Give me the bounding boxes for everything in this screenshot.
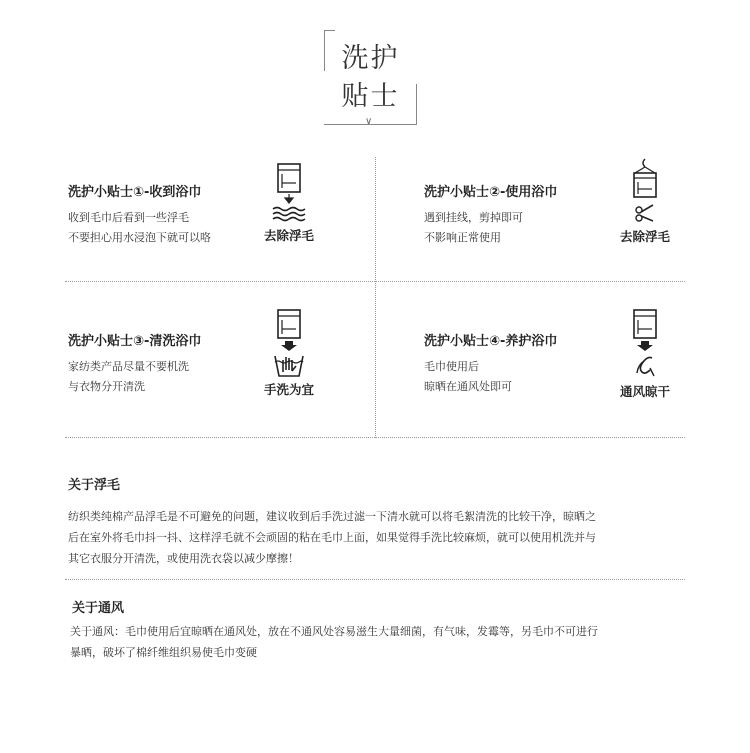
tip-card-3: [68, 330, 201, 397]
icon-label: 去除浮毛: [619, 229, 670, 244]
tip-icon-block-3: [254, 308, 324, 398]
tip-card-2: [424, 181, 557, 248]
icon-label: 通风晾干: [619, 384, 670, 399]
section-line: 关于通风：毛巾使用后宜晾晒在通风处，放在不通风处容易滋生大量细菌，有气味，发霉等，另毛巾不可进行: [70, 625, 598, 638]
grid-vertical-divider: [375, 157, 376, 438]
tip-line: 遇到挂线，剪掉即可: [424, 211, 523, 224]
grid-horizontal-divider: [65, 281, 685, 282]
tip-line: 不影响正常使用: [424, 231, 501, 244]
section-divider: [65, 579, 685, 580]
icon-label: 手洗为宜: [263, 382, 314, 397]
page-title: [324, 40, 417, 116]
tip-title: 洗护小贴士④-养护浴巾: [424, 334, 558, 349]
tip-line: 晾晒在通风处即可: [424, 380, 512, 393]
tip-icon-block-1: [254, 162, 324, 244]
tip-card-1: [68, 181, 211, 248]
towel-scissors-icon: [625, 157, 665, 225]
section-line: 后在室外将毛巾抖一抖、这样浮毛就不会顽固的粘在毛巾上面，如果觉得手洗比较麻烦，就可以使用机洗并与: [68, 531, 596, 544]
tip-line: 收到毛巾后看到一些浮毛: [68, 211, 189, 224]
chevron-down-icon: ∨: [365, 116, 373, 127]
section-floating-fibers: [68, 474, 688, 569]
title-line-1: 洗护: [341, 43, 400, 74]
tip-title: 洗护小贴士②-使用浴巾: [424, 185, 558, 200]
section-ventilation: [72, 597, 692, 663]
tip-card-4: [424, 330, 557, 397]
section-title: 关于通风: [72, 601, 125, 616]
tip-title: 洗护小贴士③-清洗浴巾: [68, 334, 202, 349]
tip-line: 毛巾使用后: [424, 360, 479, 373]
section-line: 纺织类纯棉产品浮毛是不可避免的问题，建议收到后手洗过滤一下清水就可以将毛絮清洗的比较干净，晾晒之: [68, 510, 596, 523]
tip-title: 洗护小贴士①-收到浴巾: [68, 185, 202, 200]
tip-line: 家纺类产品尽量不要机洗: [68, 360, 189, 373]
section-title: 关于浮毛: [68, 478, 121, 493]
section-body: [70, 621, 692, 663]
towel-water-icon: [269, 162, 309, 224]
grid-bottom-divider: [65, 437, 685, 438]
tip-line: 与衣物分开清洗: [68, 380, 145, 393]
title-line-2: 贴士: [341, 81, 400, 112]
tip-icon-block-4: [610, 308, 680, 400]
tip-line: 不要担心用水浸泡下就可以咯: [68, 231, 211, 244]
towel-dry-icon: [625, 308, 665, 380]
section-body: [68, 506, 688, 569]
section-line: 暴晒，破坏了棉纤维组织易使毛巾变硬: [70, 646, 257, 659]
hand-wash-icon: [269, 308, 309, 378]
section-line: 其它衣服分开清洗，或使用洗衣袋以减少摩擦！: [68, 552, 299, 565]
tip-icon-block-2: [610, 157, 680, 245]
header-frame: [324, 30, 417, 125]
icon-label: 去除浮毛: [263, 228, 314, 243]
